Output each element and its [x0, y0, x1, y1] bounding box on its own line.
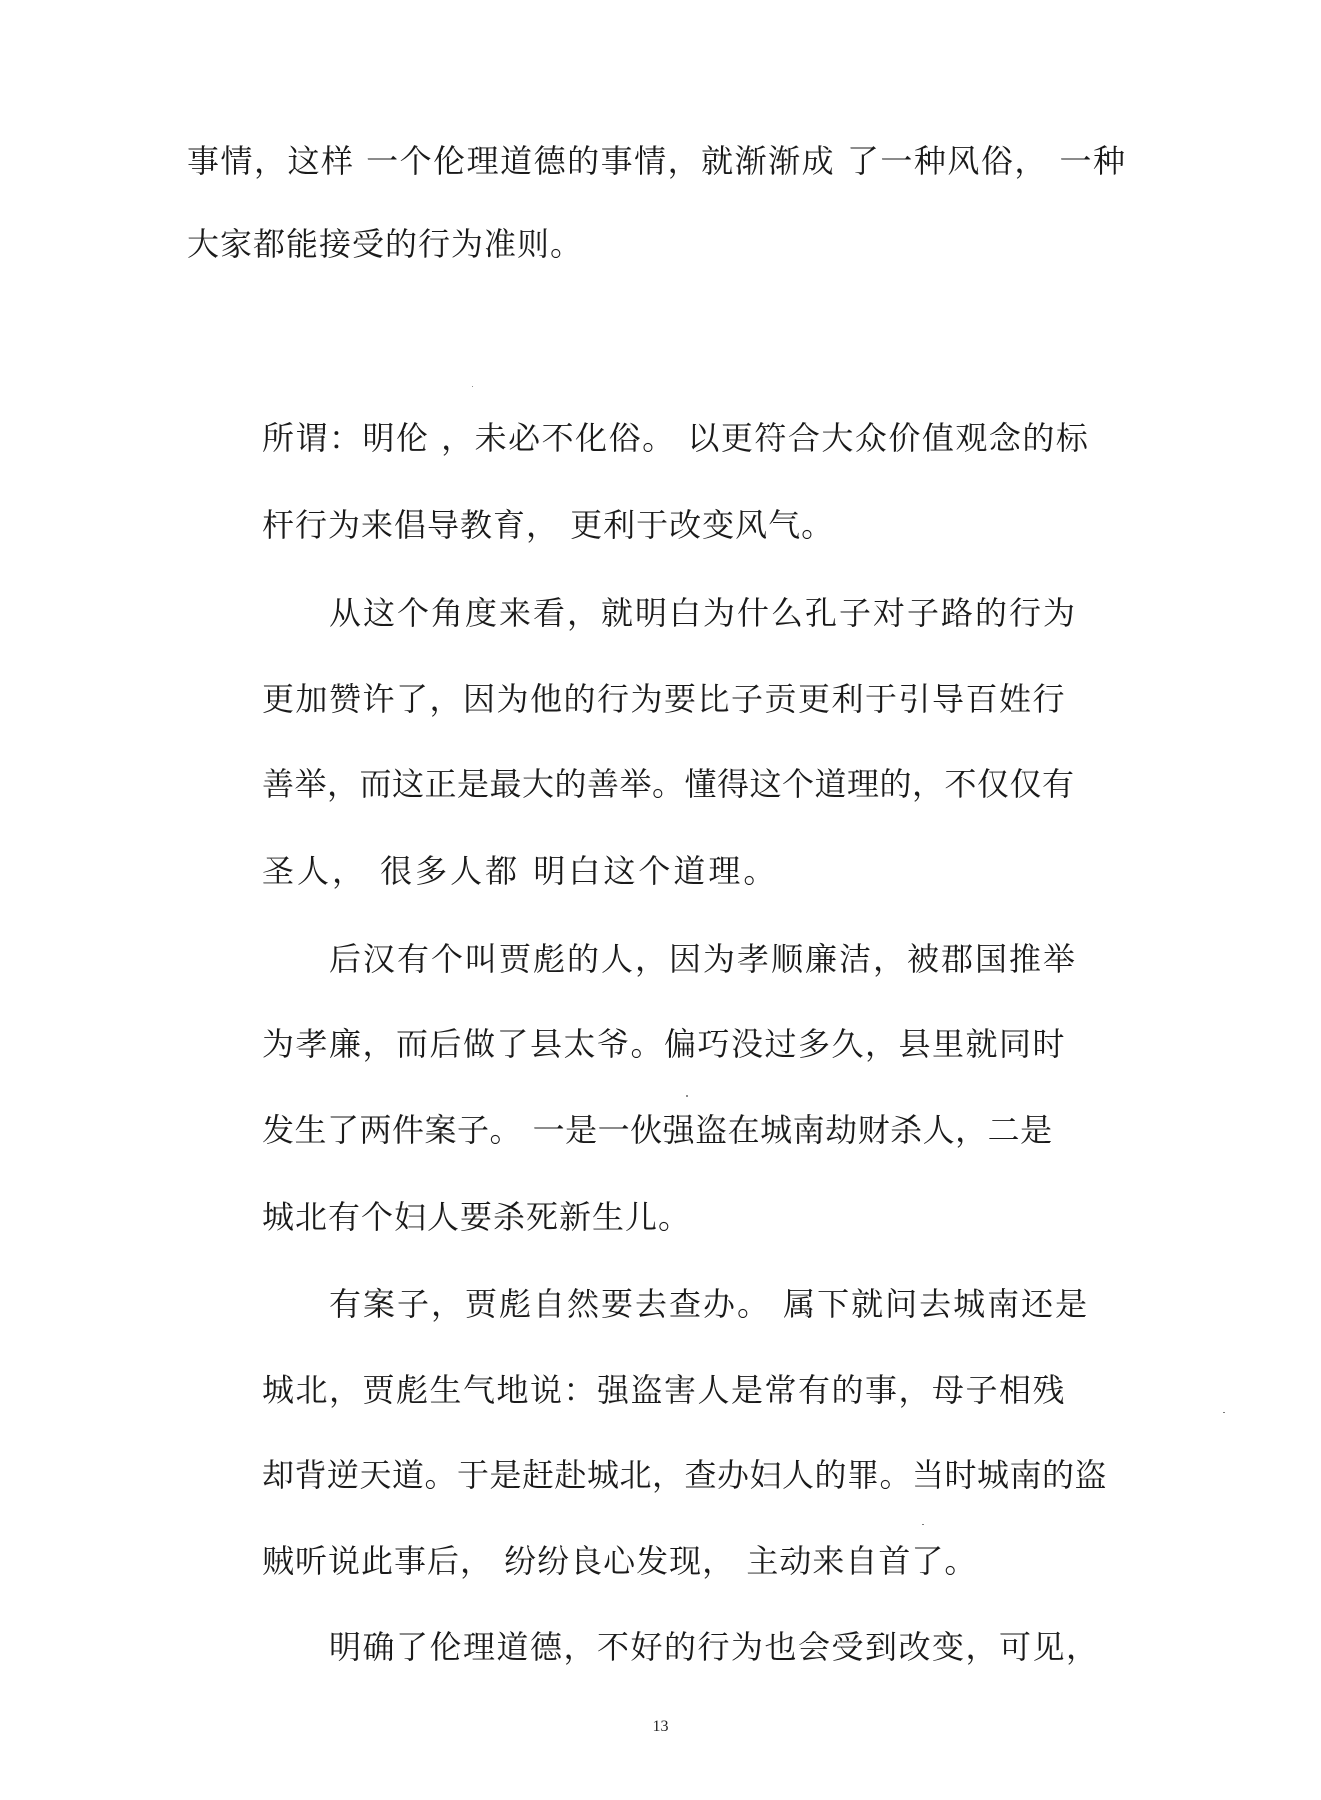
page-number: 13	[652, 1718, 669, 1735]
text-line: 更加赞许了，因为他的行为要比子贡更利于引导百姓行	[262, 680, 1067, 718]
text-line: 城北有个妇人要杀死新生儿。	[262, 1198, 692, 1236]
text-line: 明确了伦理道德，不好的行为也会受到改变，可见，	[329, 1628, 1100, 1666]
text-line: 却背逆天道。于是赶赴城北，查办妇人的罪。当时城南的盗	[262, 1456, 1108, 1494]
scan-speck	[922, 1524, 924, 1525]
text-line: 大家都能接受的行为准则。	[187, 225, 584, 263]
scan-speck	[686, 1095, 688, 1097]
text-line: 后汉有个叫贾彪的人，因为孝顺廉洁，被郡国推举	[329, 940, 1078, 978]
text-line: 为孝廉，而后做了县太爷。偏巧没过多久，县里就同时	[262, 1025, 1067, 1063]
text-line: 从这个角度来看，就明白为什么孔子对子路的行为	[329, 594, 1078, 632]
text-line: 事情，这样 一个伦理道德的事情，就渐渐成 了一种风俗， 一种	[187, 142, 1127, 180]
text-line: 发生了两件案子。 一是一伙强盗在城南劫财杀人，二是	[262, 1111, 1053, 1149]
text-line: 贼听说此事后， 纷纷良心发现， 主动来自首了。	[262, 1542, 978, 1580]
text-line: 善举，而这正是最大的善举。懂得这个道理的，不仅仅有	[262, 765, 1075, 803]
scan-speck	[1223, 1412, 1225, 1413]
text-line: 圣人， 很多人都 明白这个道理。	[262, 852, 779, 890]
text-line: 城北，贾彪生气地说：强盗害人是常有的事，母子相残	[262, 1371, 1067, 1409]
text-line: 杆行为来倡导教育， 更利于改变风气。	[262, 506, 835, 544]
scan-speck	[472, 386, 473, 387]
text-line: 所谓：明伦 ，未必不化俗。 以更符合大众价值观念的标	[262, 419, 1090, 457]
text-line: 有案子，贾彪自然要去查办。 属下就问去城南还是	[329, 1285, 1090, 1323]
